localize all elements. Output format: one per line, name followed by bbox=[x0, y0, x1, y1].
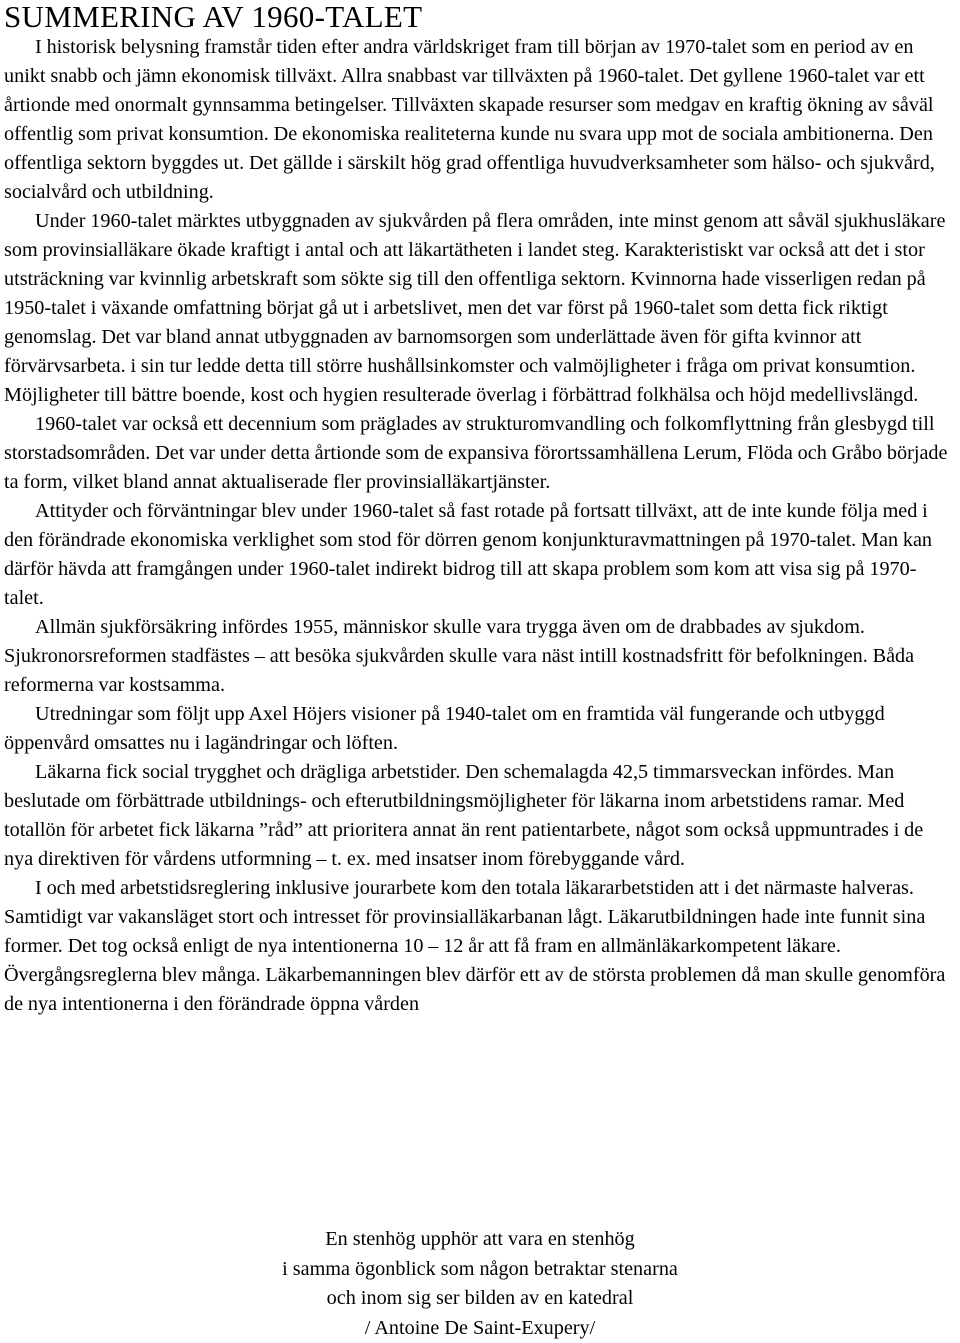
paragraph-4: Attityder och förväntningar blev under 1960-talet så fast rotade på fortsatt tillväxt, att de inte kunde följa med i den förändrade ekonomiska verklighet som stod för dörren genom konjunkturavmattningen på 1970-talet. Man kan därför hävda att framgången under 1960-talet indirekt bidrog till att skapa problem som kom att visa sig på 1970-talet. bbox=[4, 497, 954, 613]
quote-line-3: och inom sig ser bilden av en katedral bbox=[0, 1284, 960, 1314]
paragraph-7: Läkarna fick social trygghet och drägliga arbetstider. Den schemalagda 42,5 timmarsveckan infördes. Man beslutade om förbättrade utbildnings- och efterutbildningsmöjligheter för läkarna inom arbetstidens ramar. Med totallön för arbetet fick läkarna ”råd” att prioritera annat än rent patientarbete, något som också uppmuntrades i de nya direktiven för vårdens utformning – t. ex. med insatser inom förebyggande vård. bbox=[4, 758, 954, 874]
paragraph-6: Utredningar som följt upp Axel Höjers visioner på 1940-talet om en framtida väl fungerande och utbyggd öppenvård omsattes nu i lagändringar och löften. bbox=[4, 700, 954, 758]
paragraph-8: I och med arbetstidsreglering inklusive jourarbete kom den totala läkararbetstiden att i det närmaste halveras. Samtidigt var vakansläget stort och intresset för provinsialläkarbanan lågt. Läkarutbildningen hade inte funnit sina former. Det tog också enligt de nya intentionerna 10 – 12 år att få fram en allmänläkarkompetent läkare. Övergångsreglerna blev många. Läkarbemanningen blev därför ett av de största problemen då man skulle genomföra de nya intentionerna i den förändrade öppna vården bbox=[4, 874, 954, 1019]
paragraph-5: Allmän sjukförsäkring infördes 1955, människor skulle vara trygga även om de drabbades av sjukdom. Sjukronorsreformen stadfästes – att besöka sjukvården skulle vara näst intill kostnadsfritt för befolkningen. Båda reformerna var kostsamma. bbox=[4, 613, 954, 700]
closing-quote bbox=[0, 1225, 960, 1343]
document-page bbox=[4, 0, 954, 1019]
quote-line-1: En stenhög upphör att vara en stenhög bbox=[0, 1225, 960, 1255]
quote-attribution: / Antoine De Saint-Exupery/ bbox=[0, 1314, 960, 1343]
paragraph-3: 1960-talet var också ett decennium som präglades av strukturomvandling och folkomflyttning från glesbygd till storstadsområden. Det var under detta årtionde som de expansiva förortssamhällena Lerum, Flöda och Gråbo började ta form, vilket bland annat aktualiserade fler provinsialläkartjänster. bbox=[4, 410, 954, 497]
document-title: SUMMERING AV 1960-TALET bbox=[4, 0, 954, 33]
quote-line-2: i samma ögonblick som någon betraktar stenarna bbox=[0, 1255, 960, 1285]
paragraph-1: I historisk belysning framstår tiden efter andra världskriget fram till början av 1970-talet som en period av en unikt snabb och jämn ekonomisk tillväxt. Allra snabbast var tillväxten på 1960-talet. Det gyllene 1960-talet var ett årtionde med onormalt gynnsamma betingelser. Tillväxten skapade resurser som medgav en kraftig ökning av såväl offentlig som privat konsumtion. De ekonomiska realiteterna kunde nu svara upp mot de sociala ambitionerna. Den offentliga sektorn byggdes ut. Det gällde i särskilt hög grad offentliga huvudverksamheter som hälso- och sjukvård, socialvård och utbildning. bbox=[4, 33, 954, 207]
paragraph-2: Under 1960-talet märktes utbyggnaden av sjukvården på flera områden, inte minst genom att såväl sjukhusläkare som provinsialläkare ökade kraftigt i antal och att läkartätheten i landet steg. Karakteristiskt var också att det i stor utsträckning var kvinnlig arbetskraft som sökte sig till den offentliga sektorn. Kvinnorna hade visserligen redan på 1950-talet i växande omfattning börjat gå ut i arbetslivet, men det var först på 1960-talet som detta fick riktigt genomslag. Det var bland annat utbyggnaden av barnomsorgen som underlättade även för gifta kvinnor att förvärvsarbeta. i sin tur ledde detta till större hushållsinkomster och valmöjligheter i fråga om privat konsumtion. Möjligheter till bättre boende, kost och hygien resulterade överlag i förbättrad folkhälsa och höjd medellivslängd. bbox=[4, 207, 954, 410]
